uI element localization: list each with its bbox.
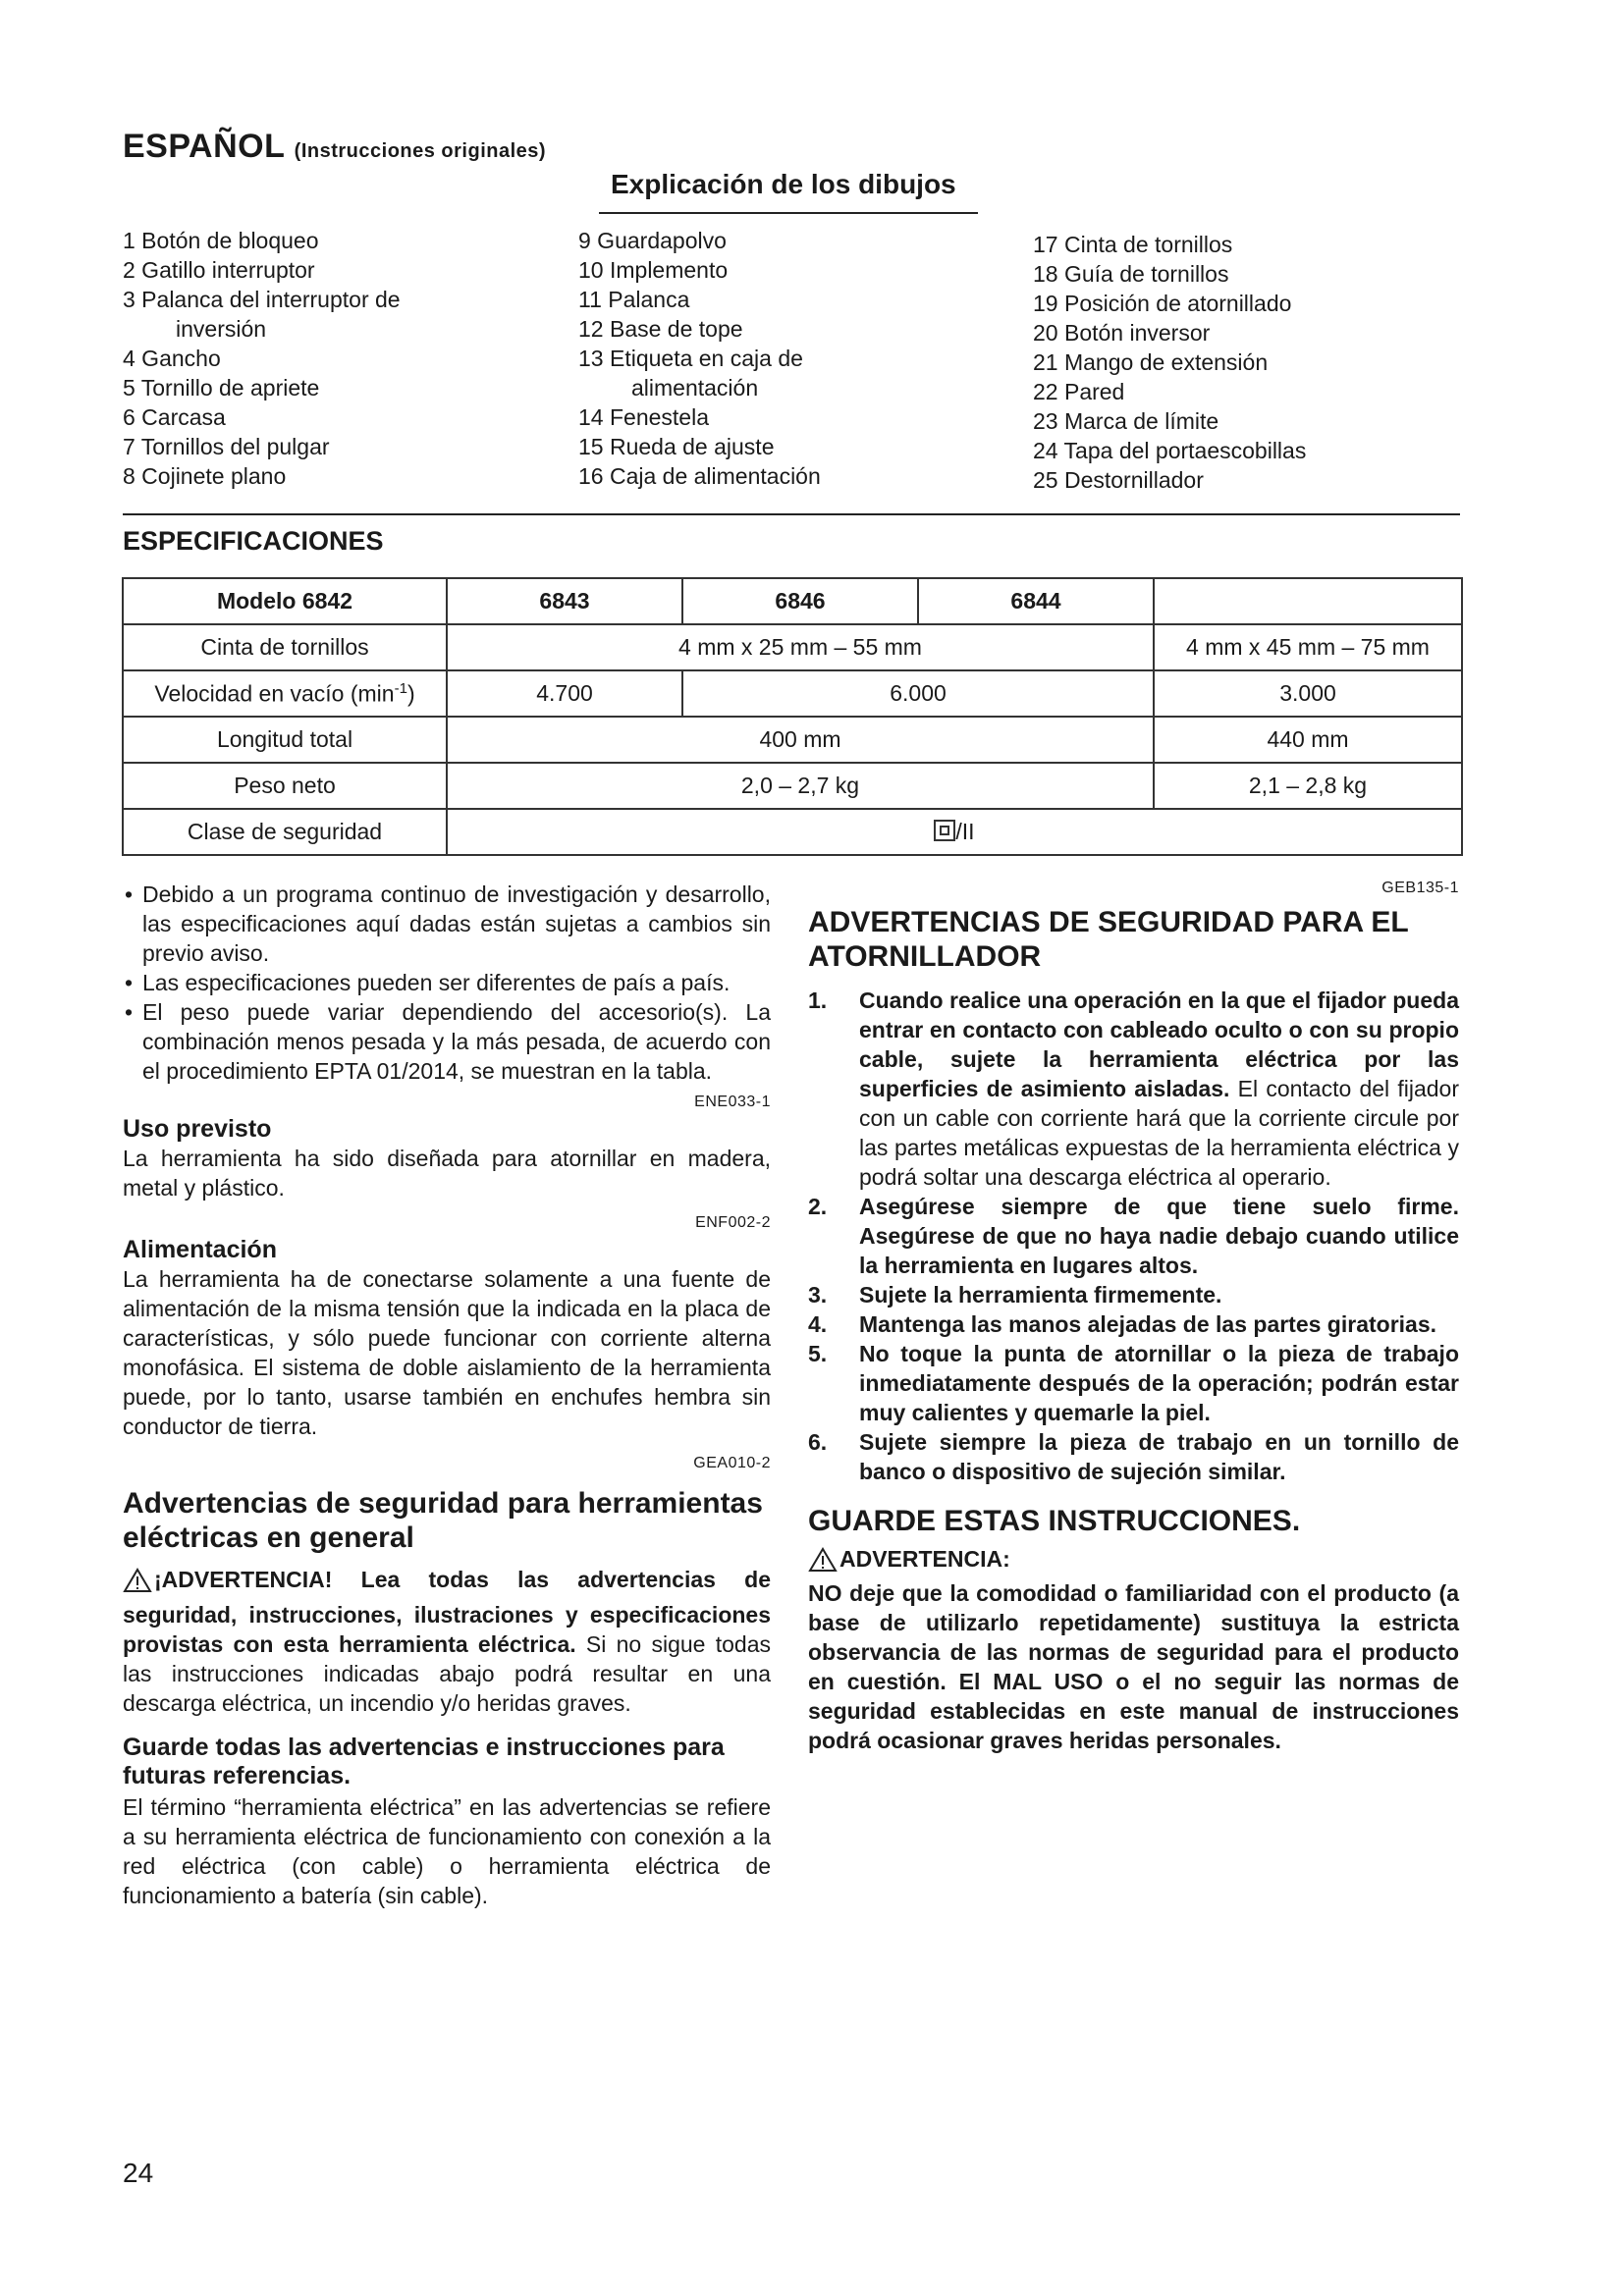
- model-header: 6844: [918, 578, 1154, 624]
- row-label: Peso neto: [123, 763, 447, 809]
- list-item: [808, 1339, 1459, 1427]
- item-number: 6.: [808, 1429, 828, 1455]
- table-row: [123, 578, 1462, 624]
- general-warning-text: [123, 1565, 771, 1718]
- warning-heading: [808, 1546, 1459, 1578]
- legend-item: 17 Cinta de tornillos: [1033, 232, 1233, 257]
- table-row: [123, 763, 1462, 809]
- label-text: Velocidad en vacío (min: [154, 680, 395, 707]
- table-row: [123, 717, 1462, 763]
- legend-item: 8 Cojinete plano: [123, 463, 287, 489]
- table-cell: 4.700: [447, 670, 682, 717]
- legend-item: 22 Pared: [1033, 379, 1125, 404]
- specs-table: [122, 577, 1463, 856]
- general-warning-bold: ¡ADVERTENCIA! Lea todas las advertencias de seguridad, instrucciones, ilustraciones y especificaciones provistas con esta herramienta eléctrica.: [123, 1567, 771, 1657]
- screwdriver-warnings-title: ADVERTENCIAS DE SEGURIDAD PARA EL ATORNILLADOR: [808, 906, 1409, 973]
- table-cell: 6.000: [682, 670, 1154, 717]
- legend-item: 10 Implemento: [578, 257, 729, 283]
- legend-item: 25 Destornillador: [1033, 467, 1204, 493]
- item-number: 3.: [808, 1282, 828, 1308]
- legend-item: 24 Tapa del portaescobillas: [1033, 438, 1307, 463]
- keep-instructions-title: Guarde todas las advertencias e instrucciones para futuras referencias.: [123, 1734, 725, 1789]
- legend-item: 23 Marca de límite: [1033, 408, 1219, 434]
- note-bullet: • Las especificaciones pueden ser diferentes de país a país.: [123, 968, 771, 997]
- list-item: [808, 1280, 1459, 1309]
- table-cell: [447, 809, 1462, 855]
- legend-item: alimentación: [631, 375, 759, 400]
- power-supply-title: Alimentación: [123, 1236, 277, 1263]
- general-warning-rest: Si no sigue todas las instrucciones indicadas abajo podrá resultar en una descarga eléctrica, un incendio y/o heridas graves.: [123, 1631, 771, 1716]
- note-bullet: • El peso puede variar dependiendo del accesorio(s). La combinación menos pesada y la más pesada, de acuerdo con el procedimiento EPTA 01/2014, se muestran en la tabla.: [123, 997, 771, 1086]
- label-text: ): [406, 680, 415, 707]
- table-cell: 2,1 – 2,8 kg: [1154, 763, 1462, 809]
- section-divider: [123, 513, 1460, 515]
- keep-instructions-text: El término “herramienta eléctrica” en las advertencias se refiere a su herramienta eléctrica de funcionamiento con conexión a la red eléctrica (con cable) o herramienta eléctrica de funcionamiento a batería (sin cable).: [123, 1794, 771, 1908]
- item-bold: Cuando realice una operación en la que el fijador pueda entrar en contacto con cableado oculto o con su propio cable, sujete la herramienta eléctrica por las superficies de asimiento aisladas.: [859, 988, 1459, 1101]
- legend-column-3: [1033, 230, 1455, 495]
- row-label: Clase de seguridad: [123, 809, 447, 855]
- page-number: 24: [123, 2158, 154, 2188]
- row-label: Longitud total: [123, 717, 447, 763]
- language-title: ESPAÑOL: [123, 128, 285, 165]
- item-number: 2.: [808, 1194, 828, 1219]
- language-heading: [123, 128, 546, 166]
- legend-item: 12 Base de tope: [578, 316, 743, 342]
- legend-item: 19 Posición de atornillado: [1033, 291, 1292, 316]
- model-header: [123, 578, 447, 624]
- legend-item: 7 Tornillos del pulgar: [123, 434, 330, 459]
- model-label: Modelo: [216, 588, 297, 614]
- row-label: [123, 670, 447, 717]
- legend-item: 6 Carcasa: [123, 404, 226, 430]
- section-code: ENE033-1: [694, 1094, 771, 1110]
- warning-text: NO deje que la comodidad o familiaridad con el producto (a base de utilizarlo repetidamente) sustituya la estricta observancia de las normas de seguridad para el producto en cuestión. El MAL USO o el no seguir las normas de seguridad establecidas en este manual de instrucciones podrá ocasionar graves heridas personales.: [808, 1580, 1459, 1753]
- table-cell: 4 mm x 45 mm – 75 mm: [1154, 624, 1462, 670]
- legend-item: 5 Tornillo de apriete: [123, 375, 320, 400]
- legend-item: 18 Guía de tornillos: [1033, 261, 1229, 287]
- power-supply-text: La herramienta ha de conectarse solamente a una fuente de alimentación de la misma tensión que la indicada en la placa de características, y sólo puede funcionar con corriente alterna monofásica. El sistema de doble aislamiento de la herramienta puede, por lo tanto, usarse también en enchufes hembra sin conductor de tierra.: [123, 1266, 771, 1439]
- item-bold: Asegúrese siempre de que tiene suelo firme. Asegúrese de que no haya nadie debajo cuando utilice la herramienta en lugares altos.: [859, 1194, 1459, 1278]
- model-header: 6846: [682, 578, 918, 624]
- legend-item: 13 Etiqueta en caja de: [578, 346, 803, 371]
- item-number: 5.: [808, 1341, 828, 1366]
- warning-triangle-icon: [808, 1547, 838, 1578]
- legend-item: 14 Fenestela: [578, 404, 709, 430]
- specs-title: ESPECIFICACIONES: [123, 526, 384, 556]
- item-number: 1.: [808, 988, 828, 1013]
- save-instructions-title: GUARDE ESTAS INSTRUCCIONES.: [808, 1505, 1301, 1537]
- legend-item: 4 Gancho: [123, 346, 221, 371]
- safety-rules-list: [808, 986, 1459, 1486]
- legend-item: 20 Botón inversor: [1033, 320, 1211, 346]
- item-bold: Sujete la herramienta firmemente.: [859, 1282, 1222, 1308]
- table-cell: [1154, 578, 1462, 624]
- model-header: 6843: [447, 578, 682, 624]
- legend-column-2: [578, 226, 991, 491]
- legend-item: 15 Rueda de ajuste: [578, 434, 775, 459]
- legend-item: 21 Mango de extensión: [1033, 349, 1269, 375]
- legend-item: 1 Botón de bloqueo: [123, 228, 319, 253]
- legend-item: 2 Gatillo interruptor: [123, 257, 315, 283]
- legend-title: Explicación de los dibujos: [611, 169, 956, 199]
- intended-use-text: La herramienta ha sido diseñada para atornillar en madera, metal y plástico.: [123, 1146, 771, 1201]
- legend-item: 3 Palanca del interruptor de: [123, 287, 401, 312]
- legend-item: 11 Palanca: [578, 287, 690, 312]
- item-bold: Mantenga las manos alejadas de las partes giratorias.: [859, 1311, 1437, 1337]
- model-number: 6842: [301, 588, 353, 614]
- item-number: 4.: [808, 1311, 828, 1337]
- general-warnings-title: Advertencias de seguridad para herramientas eléctricas en general: [123, 1487, 763, 1554]
- legend-item: inversión: [176, 316, 267, 342]
- table-cell: 3.000: [1154, 670, 1462, 717]
- warning-label: ADVERTENCIA:: [839, 1546, 1010, 1572]
- warning-triangle-icon: [123, 1568, 152, 1600]
- item-bold: Sujete siempre la pieza de trabajo en un tornillo de banco o dispositivo de sujeción similar.: [859, 1429, 1459, 1484]
- table-cell: 2,0 – 2,7 kg: [447, 763, 1154, 809]
- row-label: Cinta de tornillos: [123, 624, 447, 670]
- legend-item: 16 Caja de alimentación: [578, 463, 821, 489]
- table-cell: 400 mm: [447, 717, 1154, 763]
- list-item: [808, 1427, 1459, 1486]
- table-row: [123, 624, 1462, 670]
- legend-item: 9 Guardapolvo: [578, 228, 727, 253]
- table-cell: 440 mm: [1154, 717, 1462, 763]
- language-subtitle: (Instrucciones originales): [294, 140, 547, 162]
- legend-column-1: [123, 226, 535, 491]
- section-code: GEA010-2: [693, 1455, 771, 1471]
- item-bold: No toque la punta de atornillar o la pieza de trabajo inmediatamente después de la operación; podrán estar muy calientes y quemarle la piel.: [859, 1341, 1459, 1425]
- left-column: [123, 880, 771, 1910]
- section-code: GEB135-1: [1381, 880, 1459, 896]
- item-rest: El contacto del fijador con un cable con corriente hará que la corriente circule por las partes metálicas expuestas de la herramienta eléctrica y podrá soltar una descarga eléctrica al operario.: [859, 1076, 1460, 1190]
- list-item: [808, 1309, 1459, 1339]
- legend-divider: [599, 212, 978, 214]
- right-column: [808, 880, 1459, 1755]
- class-value: /II: [955, 819, 975, 844]
- list-item: [808, 1192, 1459, 1280]
- intended-use-title: Uso previsto: [123, 1115, 272, 1143]
- double-insulation-icon: [934, 820, 955, 841]
- section-code: ENF002-2: [695, 1214, 771, 1231]
- note-bullet: • Debido a un programa continuo de investigación y desarrollo, las especificaciones aquí dadas están sujetas a cambios sin previo aviso.: [123, 880, 771, 968]
- table-row: [123, 809, 1462, 855]
- list-item: [808, 986, 1459, 1192]
- label-superscript: -1: [394, 679, 407, 697]
- table-cell: 4 mm x 25 mm – 55 mm: [447, 624, 1154, 670]
- table-row: [123, 670, 1462, 717]
